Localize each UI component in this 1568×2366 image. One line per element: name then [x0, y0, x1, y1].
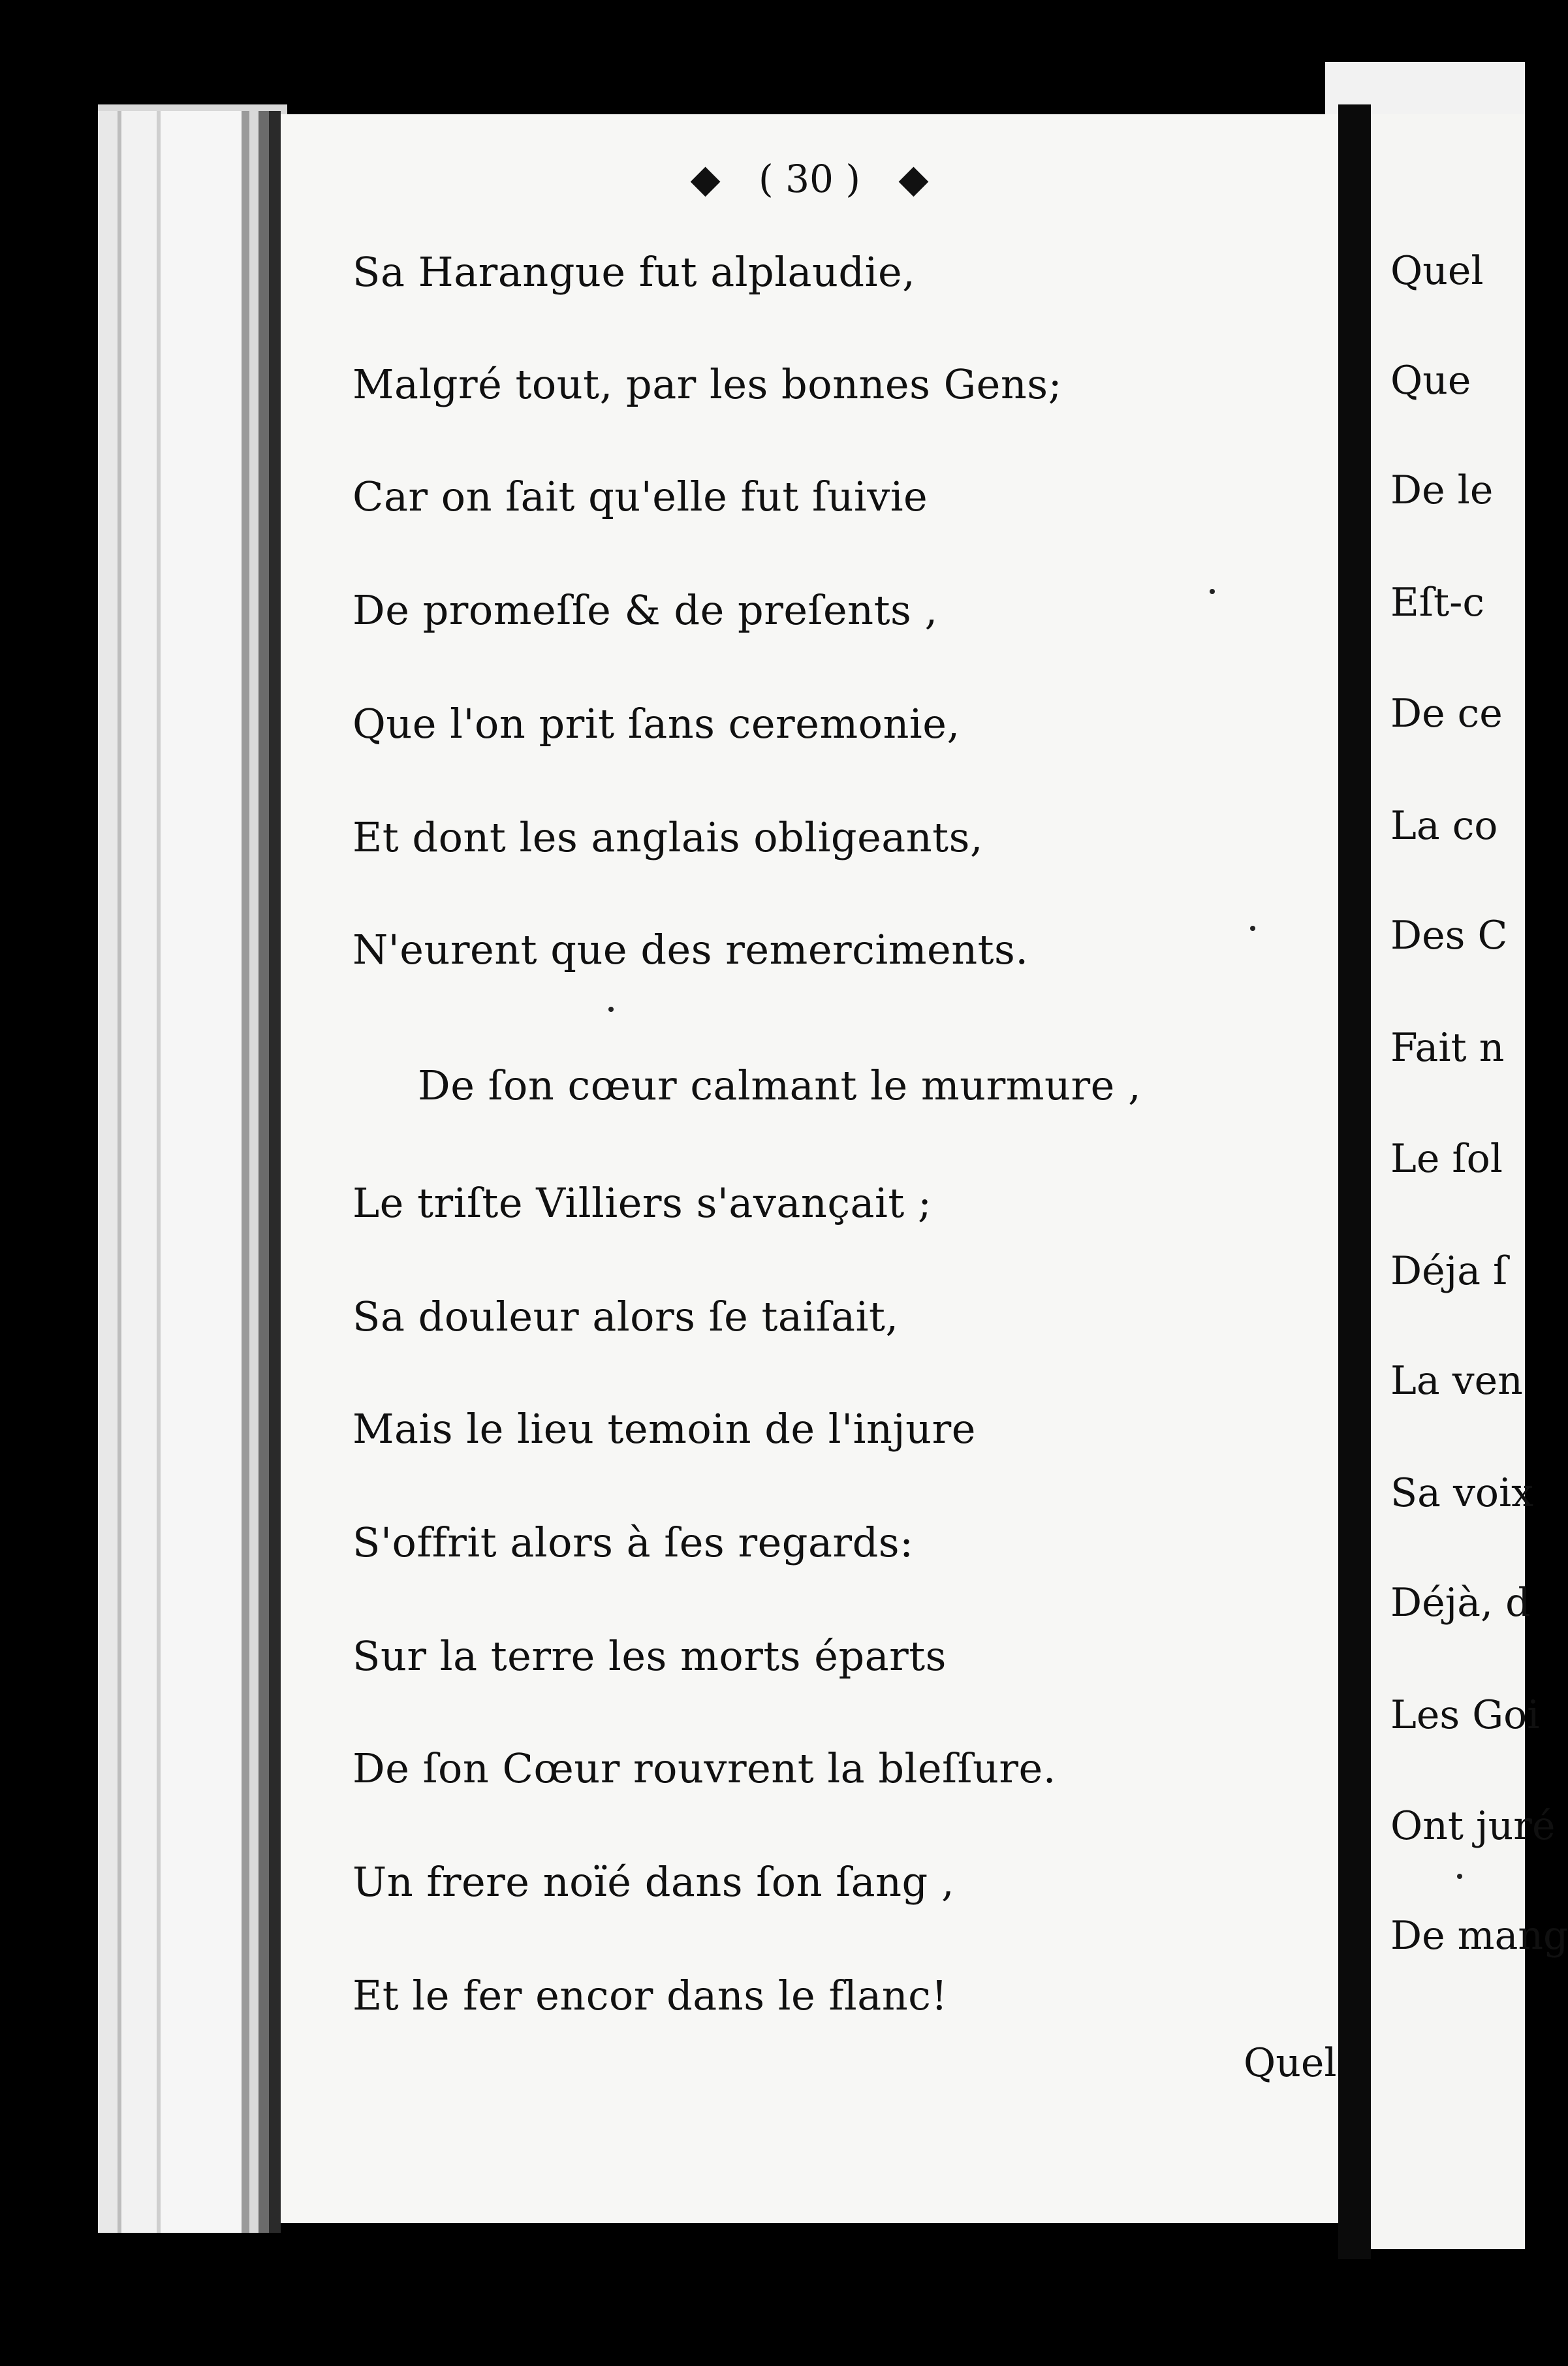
facing-line: Ont juré	[1390, 1803, 1556, 1849]
verse-line: Malgré tout, par les bonnes Gens;	[353, 360, 1062, 408]
facing-line: La co	[1390, 803, 1498, 849]
catchword: Quel	[1244, 2040, 1337, 2086]
verse-line: Sur la terre les morts éparts	[353, 1632, 947, 1680]
verse-line: S'offrit alors à ſes regards:	[353, 1519, 914, 1566]
facing-line: De ce	[1390, 691, 1503, 736]
verse-line: Un frere noïé dans ſon ſang ,	[353, 1858, 955, 1906]
stanza-first-line: De ſon cœur calmant le murmure ,	[418, 1062, 1142, 1109]
page-number: ( 30 )	[759, 156, 860, 201]
facing-line: La ven	[1390, 1358, 1523, 1404]
facing-line: Quel	[1390, 248, 1484, 294]
verse-line: N'eurent que des remerciments.	[353, 926, 1029, 973]
facing-line: Déja ſ	[1390, 1248, 1508, 1294]
ink-speck	[1210, 589, 1215, 594]
stacked-page-edges	[98, 111, 281, 2233]
facing-line: Eſt-c	[1390, 580, 1484, 625]
facing-line: Sa voix	[1390, 1470, 1533, 1516]
facing-line: Déjà, d	[1390, 1580, 1531, 1626]
facing-line: Le ſol	[1390, 1136, 1503, 1182]
book-gutter	[1338, 104, 1371, 2259]
verse-line: Et dont les anglais obligeants,	[353, 813, 984, 861]
verse-line: De promeſſe & de preſents ,	[353, 586, 938, 634]
verse-line: Sa Harangue fut alplaudie,	[353, 248, 916, 296]
facing-line: Fait n	[1390, 1025, 1505, 1071]
verse-line: Car on ſait qu'elle fut ſuivie	[353, 473, 928, 520]
right-ornament-icon: ◆	[898, 155, 929, 202]
ink-speck	[1250, 926, 1255, 931]
verse-line: Et le fer encor dans le flanc!	[353, 1972, 948, 2019]
verse-line: Le triſte Villiers s'avançait ;	[353, 1179, 932, 1227]
ink-speck	[608, 1007, 614, 1012]
page-header	[281, 153, 1338, 212]
facing-line: De le	[1390, 467, 1494, 513]
verse-line: Que l'on prit ſans ceremonie,	[353, 700, 960, 748]
ink-speck	[1457, 1874, 1462, 1879]
facing-line: Que	[1390, 358, 1471, 403]
facing-line: Les Goi	[1390, 1692, 1540, 1738]
facing-line: De mang	[1390, 1913, 1568, 1959]
left-ornament-icon: ◆	[690, 155, 721, 202]
verse-line: De ſon Cœur rouvrent la bleſſure.	[353, 1744, 1056, 1792]
verse-line: Sa douleur alors ſe taiſait,	[353, 1293, 899, 1340]
verse-line: Mais le lieu temoin de l'injure	[353, 1405, 976, 1453]
left-page	[281, 114, 1338, 2223]
facing-line: Des C	[1390, 913, 1508, 958]
